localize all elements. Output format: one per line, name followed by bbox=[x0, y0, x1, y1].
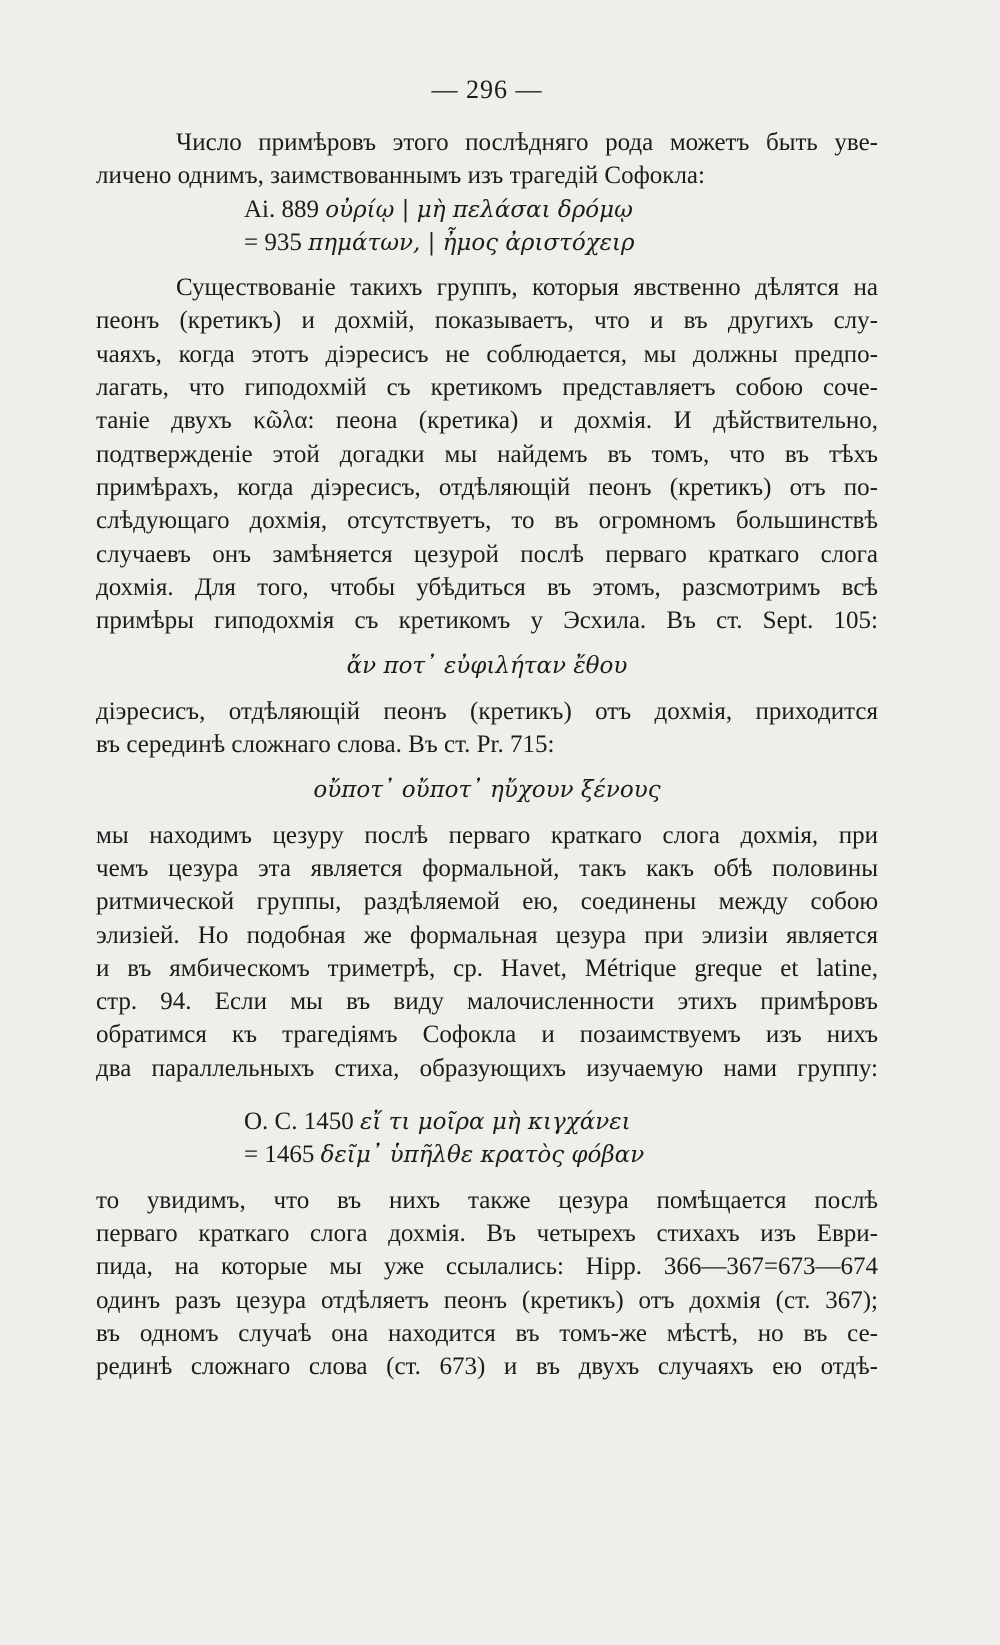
paragraph-2 bbox=[96, 271, 878, 637]
text-line: два параллельныхъ стиха, образующихъ изучаемую нами группу: bbox=[96, 1054, 878, 1082]
verse-line bbox=[96, 193, 878, 226]
greek-verse: ἄν ποτ᾽ εὐφιλήταν ἔθου bbox=[346, 653, 628, 680]
text-line: стр. 94. Если мы въ виду малочисленности этихъ примѣровъ bbox=[96, 988, 878, 1016]
text-line: пида, на которые мы уже ссылались: Hipp. 366—367=673—674 bbox=[96, 1253, 878, 1281]
page-content bbox=[96, 72, 878, 1383]
verse-line bbox=[96, 226, 878, 259]
verse-reference: Ai. 889 bbox=[244, 195, 319, 223]
verse-reference: O. C. 1450 bbox=[244, 1108, 354, 1136]
text-line: чемъ цезура эта является формальной, такъ какъ обѣ половины bbox=[96, 854, 878, 882]
text-line: обратимся къ трагедіямъ Софокла и позаимствуемъ изъ нихъ bbox=[96, 1021, 878, 1049]
text-line: лагать, что гиподохмій съ кретикомъ представляетъ собою соче- bbox=[96, 374, 878, 402]
paragraph-3 bbox=[96, 695, 878, 762]
text-line: мы находимъ цезуру послѣ перваго краткаго слога дохмія, при bbox=[96, 821, 878, 849]
page-number: — 296 — bbox=[431, 75, 543, 104]
text-line: чаяхъ, когда этотъ діэресисъ не соблюдается, мы должны предпо- bbox=[96, 340, 878, 368]
verse-reference: = 935 bbox=[244, 228, 302, 256]
paragraph-5 bbox=[96, 1184, 878, 1384]
verse-line bbox=[96, 649, 878, 682]
text-line: элизіей. Но подобная же формальная цезура при элизіи является bbox=[96, 921, 878, 949]
text-line: Существованіе такихъ группъ, которыя явственно дѣлятся на bbox=[176, 274, 878, 302]
greek-verse: δεῖμ᾽ ὑπῆλθε κρατὸς φόβαν bbox=[320, 1142, 645, 1169]
verse-line bbox=[96, 1138, 878, 1171]
text-line: ритмической группы, раздѣляемой ею, соединены между собою bbox=[96, 888, 878, 916]
text-line: Число примѣровъ этого послѣдняго рода можетъ быть уве- bbox=[176, 129, 878, 156]
greek-verse: οὔποτ᾽ οὔποτ᾽ ηὔχουν ξένους bbox=[313, 777, 661, 804]
text-line: слѣдующаго дохмія, отсутствуетъ, то въ огромномъ большинствѣ bbox=[96, 507, 878, 535]
greek-verse: εἴ τι μοῖρα μὴ κιγχάνει bbox=[359, 1109, 631, 1136]
paragraph-1 bbox=[96, 126, 878, 193]
text-line: и въ ямбическомъ триметрѣ, ср. Havet, Métrique greque et latine, bbox=[96, 954, 878, 982]
text-line: діэресисъ, отдѣляющій пеонъ (кретикъ) отъ дохмія, приходится bbox=[96, 697, 878, 725]
text-line: таніе двухъ κῶλα: пеона (кретика) и дохмія. И дѣйствительно, bbox=[96, 407, 878, 435]
verse-line bbox=[96, 773, 878, 806]
text-line: личено однимъ, заимствованнымъ изъ трагедій Софокла: bbox=[96, 162, 705, 190]
text-line: то увидимъ, что въ нихъ также цезура помѣщается послѣ bbox=[96, 1186, 878, 1214]
text-line: рединѣ сложнаго слова (ст. 673) и въ двухъ случаяхъ ею отдѣ- bbox=[96, 1353, 878, 1381]
text-line: подтвержденіе этой догадки мы найдемъ въ томъ, что въ тѣхъ bbox=[96, 440, 878, 468]
paragraph-4 bbox=[96, 819, 878, 1085]
text-line: въ одномъ случаѣ она находится въ томъ-же мѣстѣ, но въ се- bbox=[96, 1319, 878, 1347]
text-line: дохмія. Для того, чтобы убѣдиться въ этомъ, разсмотримъ всѣ bbox=[96, 573, 878, 601]
text-line: въ серединѣ сложнаго слова. Въ ст. Pr. 715: bbox=[96, 731, 555, 759]
text-line: примѣрахъ, когда діэресисъ, отдѣляющій пеонъ (кретикъ) отъ по- bbox=[96, 473, 878, 501]
verse-line bbox=[96, 1105, 878, 1138]
text-line: перваго краткаго слога дохмія. Въ четырехъ стихахъ изъ Еври- bbox=[96, 1219, 878, 1247]
text-line: случаевъ онъ замѣняется цезурой послѣ перваго краткаго слога bbox=[96, 540, 878, 568]
quote-oedipus-coloneus bbox=[96, 1105, 878, 1172]
verse-reference: = 1465 bbox=[244, 1141, 315, 1169]
text-line: одинъ разъ цезура отдѣляетъ пеонъ (кретикъ) отъ дохмія (ст. 367); bbox=[96, 1286, 878, 1314]
quote-ajax bbox=[96, 193, 878, 260]
text-line: примѣры гиподохмія съ кретикомъ у Эсхила. Въ ст. Sept. 105: bbox=[96, 607, 878, 635]
greek-verse: οὐρίῳ | μὴ πελάσαι δρόμῳ bbox=[325, 196, 633, 223]
text-line: пеонъ (кретикъ) и дохмій, показываетъ, что и въ другихъ слу- bbox=[96, 307, 878, 335]
greek-verse: πημάτων, | ἦμος ἀριστόχειρ bbox=[308, 229, 635, 256]
